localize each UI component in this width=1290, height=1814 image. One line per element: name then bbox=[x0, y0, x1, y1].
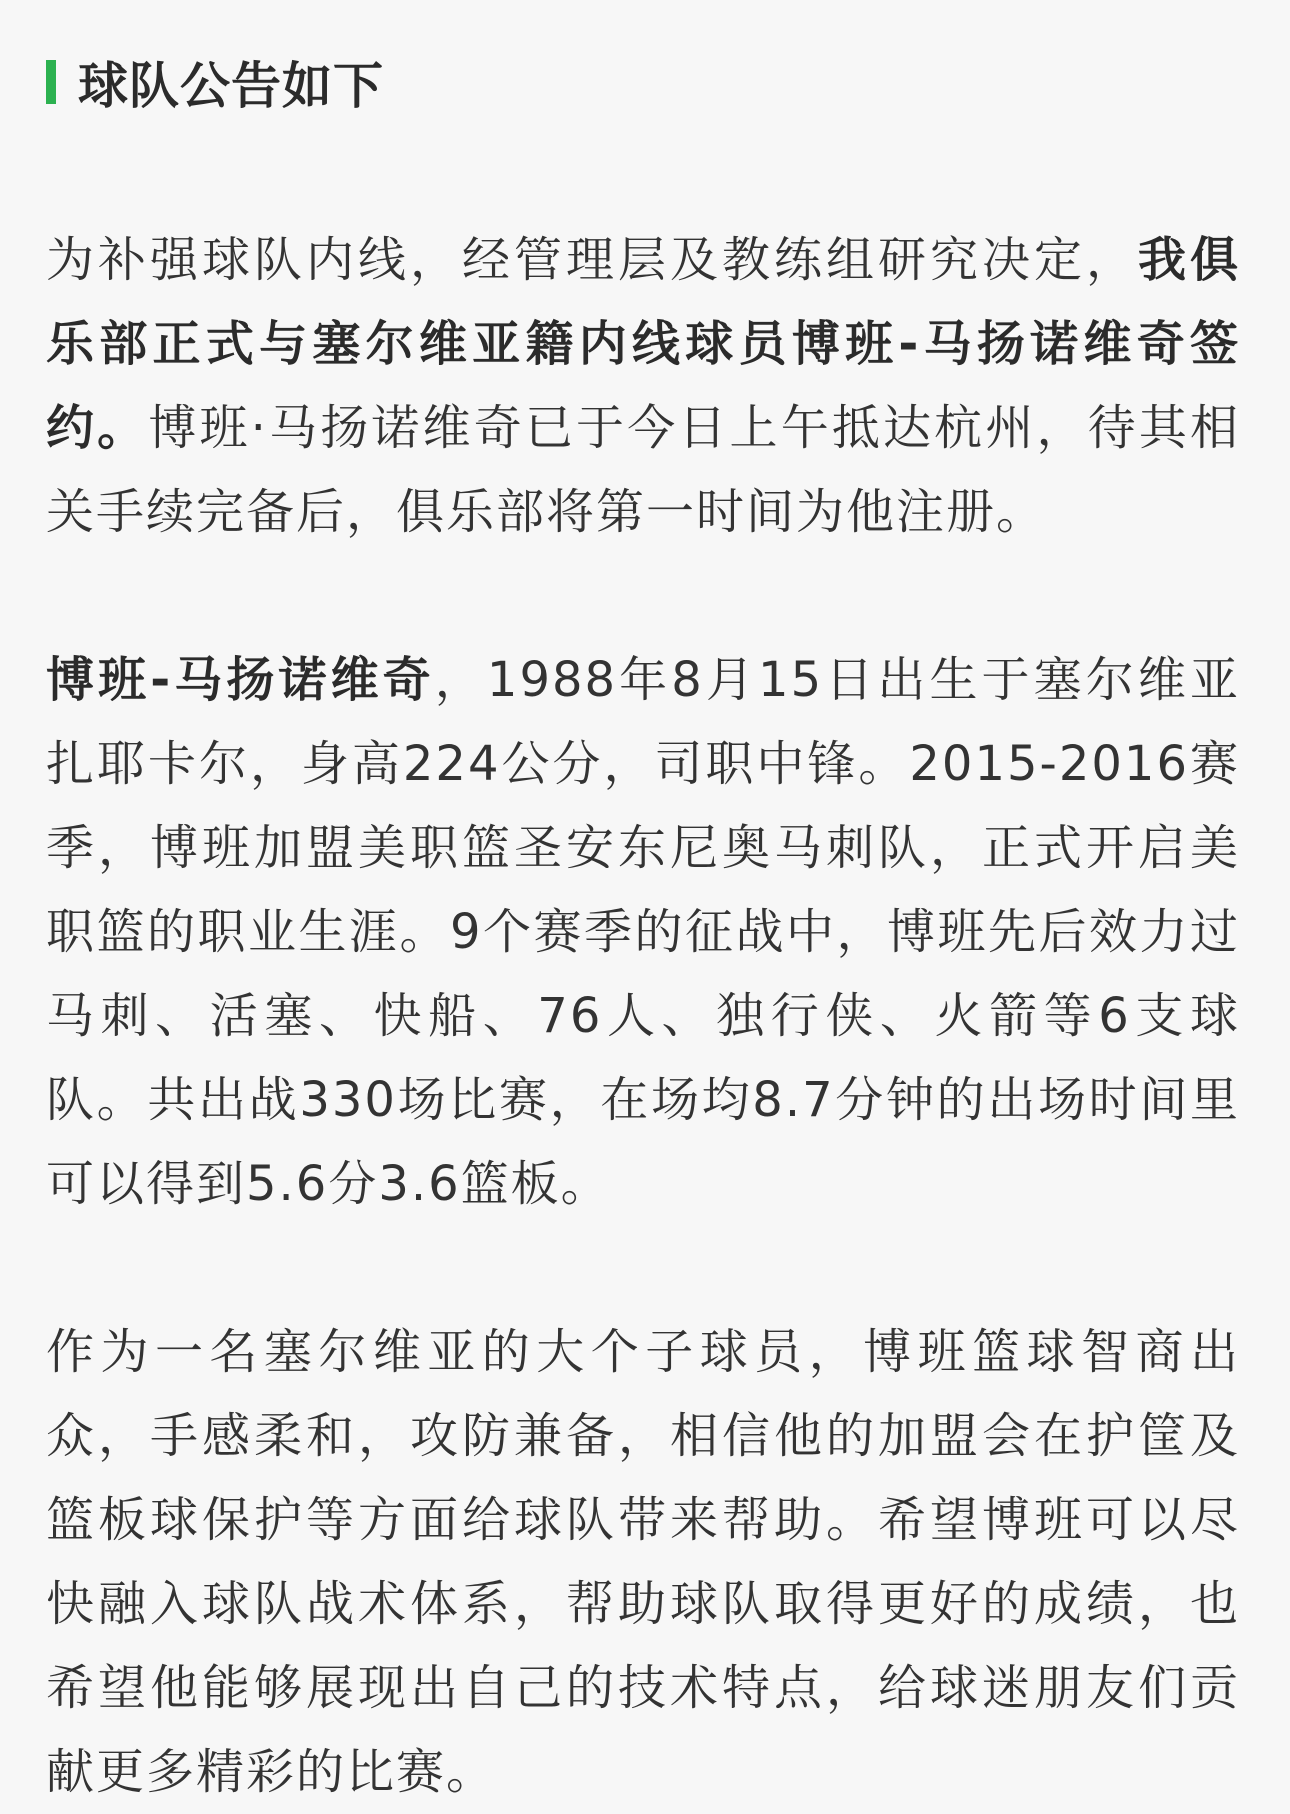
paragraph-expectation bbox=[46, 1310, 1240, 1814]
paragraph-text: 为补强球队内线，经管理层及教练组研究决定， bbox=[46, 232, 1138, 288]
paragraph-profile bbox=[46, 638, 1240, 1226]
paragraph-signing bbox=[46, 218, 1240, 554]
paragraph-text: 作为一名塞尔维亚的大个子球员，博班篮球智商出众，手感柔和，攻防兼备，相信他的加盟会在护筐及篮板球保护等方面给球队带来帮助。希望博班可以尽快融入球队战术体系，帮助球队取得更好的成绩，也希望他能够展现出自己的技术特点，给球迷朋友们贡献更多精彩的比赛。 bbox=[46, 1324, 1240, 1800]
paragraph-bold-text: 博班-马扬诺维奇 bbox=[46, 652, 435, 708]
heading-accent-bar bbox=[46, 60, 56, 104]
paragraph-text: ，1988年8月15日出生于塞尔维亚扎耶卡尔，身高224公分，司职中锋。2015-2016赛季，博班加盟美职篮圣安东尼奥马刺队，正式开启美职篮的职业生涯。9个赛季的征战中，博班先后效力过马刺、活塞、快船、76人、独行侠、火箭等6支球队。共出战330场比赛，在场均8.7分钟的出场时间里可以得到5.6分3.6篮板。 bbox=[46, 652, 1240, 1212]
section-heading bbox=[46, 50, 1240, 114]
paragraph-text: 博班·马扬诺维奇已于今日上午抵达杭州，待其相关手续完备后，俱乐部将第一时间为他注册。 bbox=[46, 400, 1240, 540]
heading-title: 球队公告如下 bbox=[78, 57, 384, 115]
paragraph-bold-text: 我俱乐部正式与塞尔维亚籍内线球员博班-马扬诺维奇签约。 bbox=[46, 232, 1240, 456]
